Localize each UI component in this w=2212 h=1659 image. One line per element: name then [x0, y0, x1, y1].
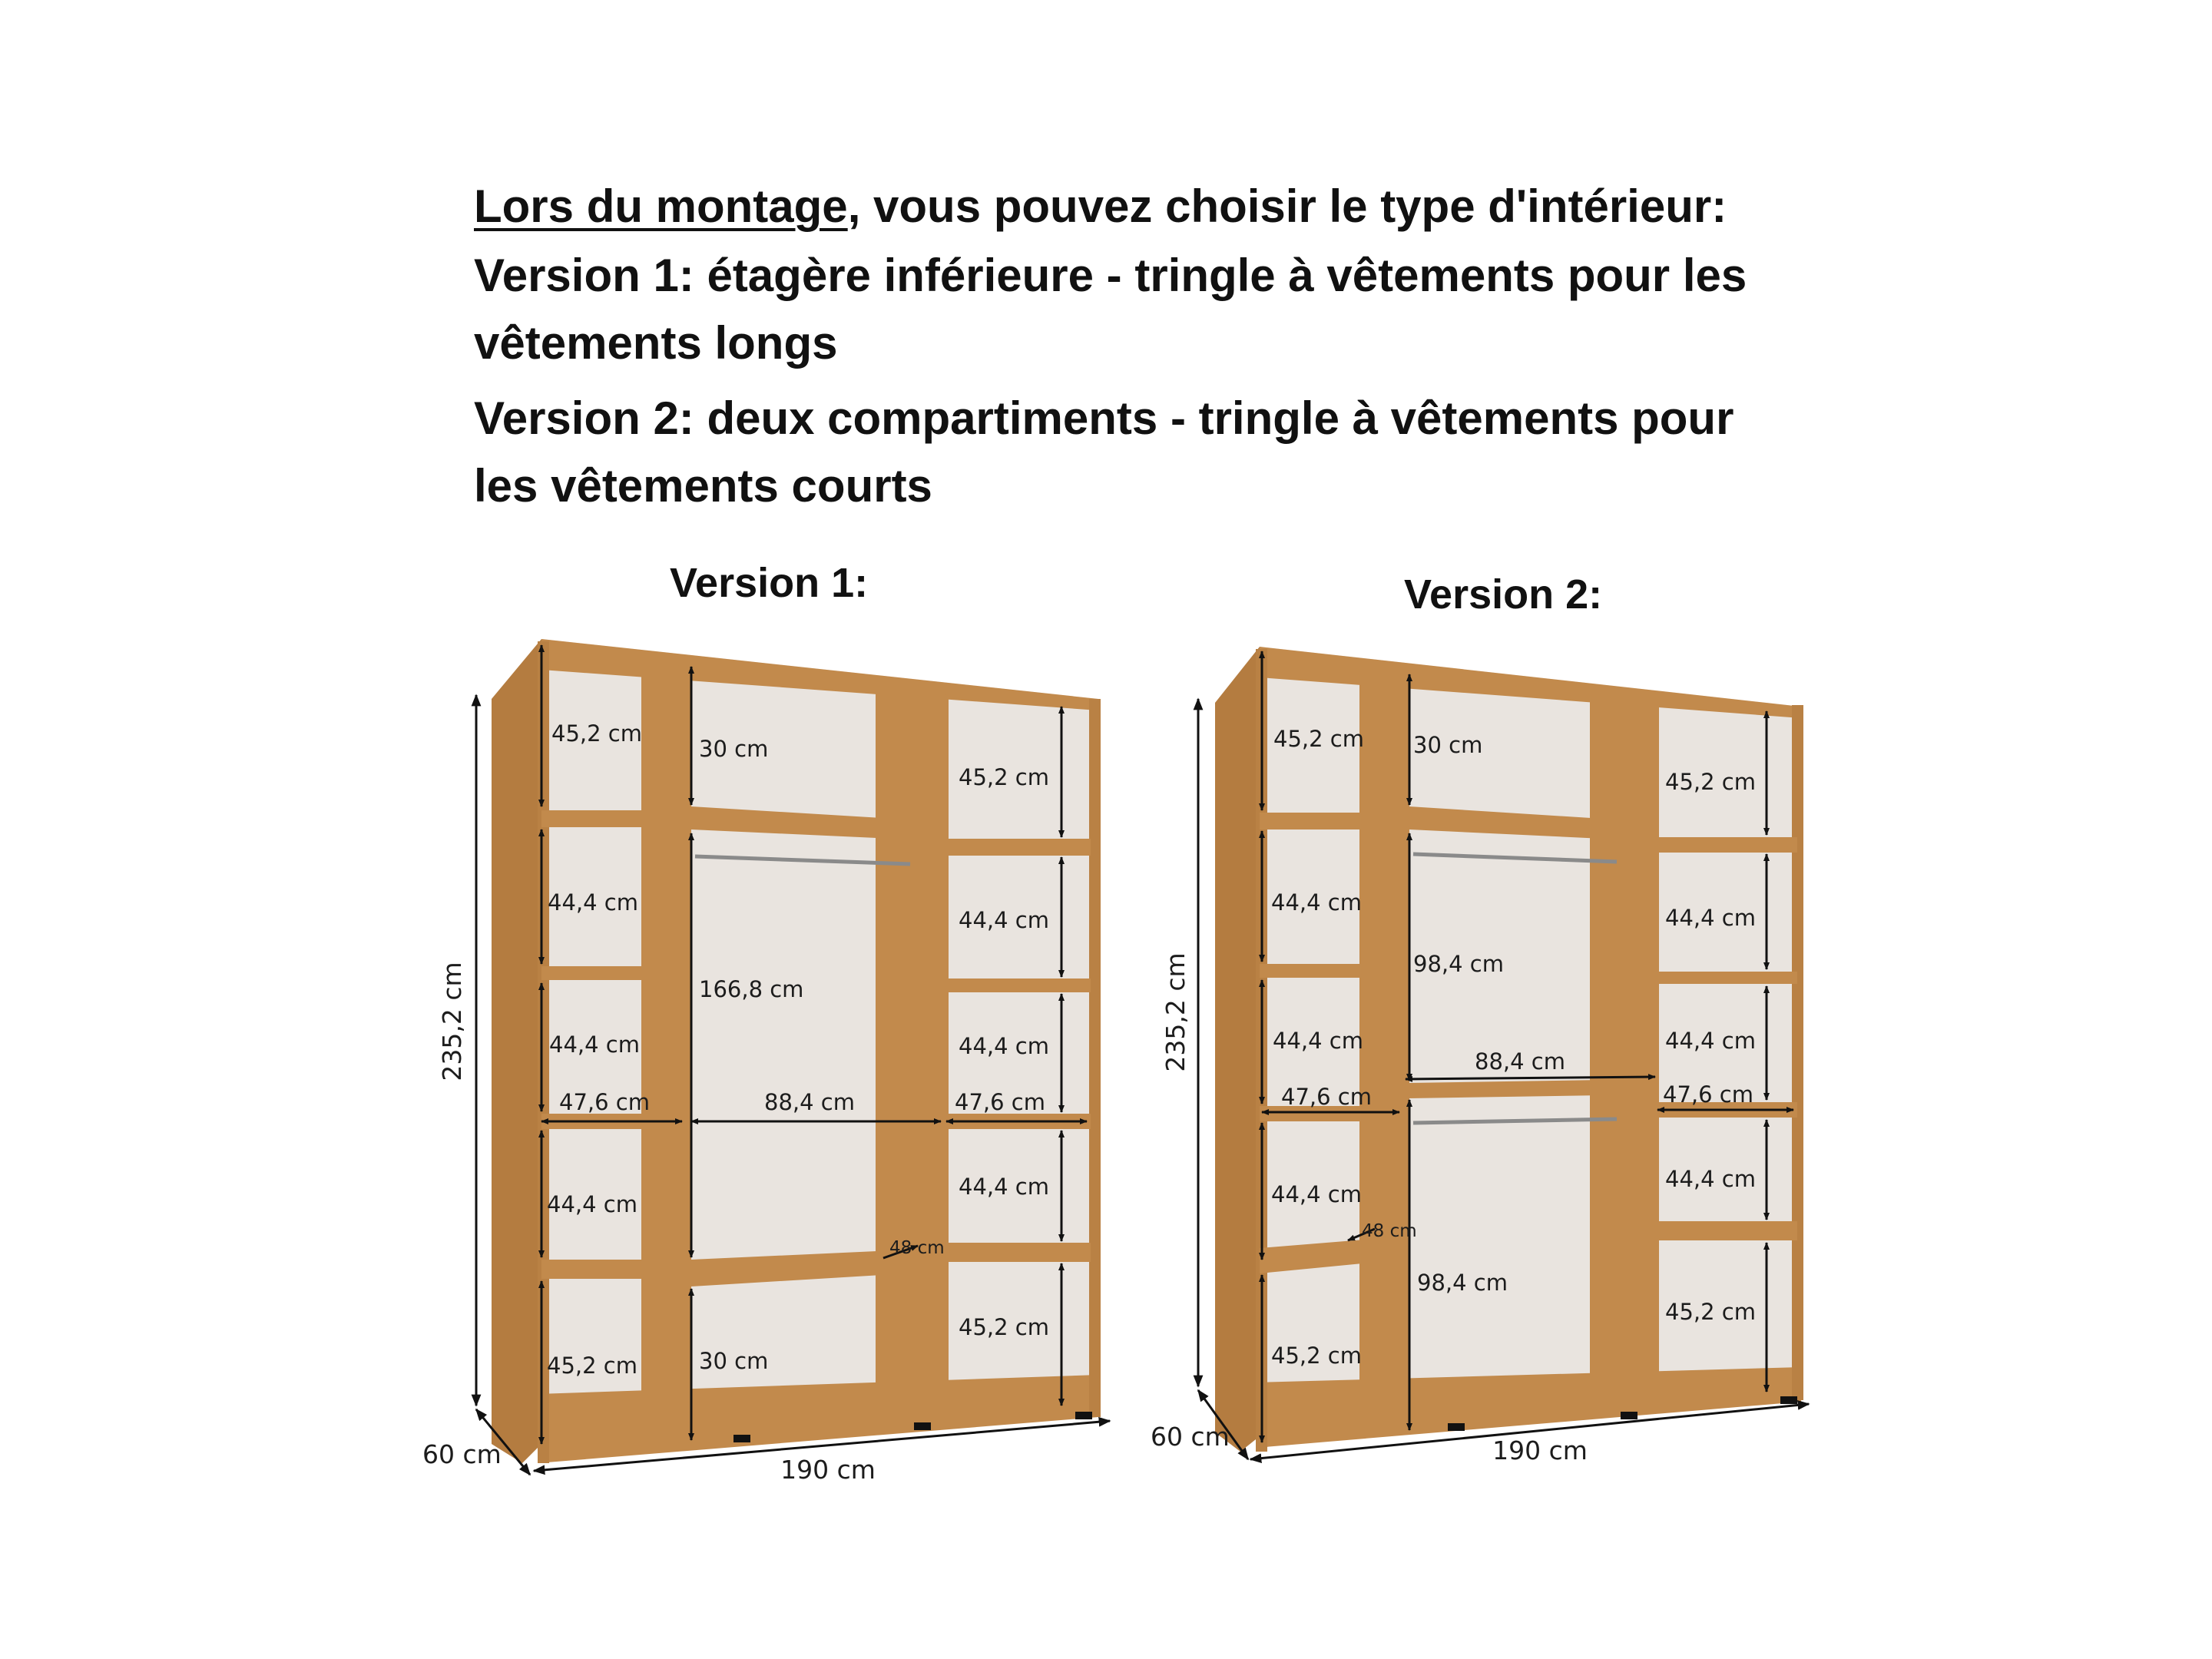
v2-divider-right — [1590, 691, 1659, 1402]
v2-foot — [1621, 1412, 1637, 1419]
version2-description-line1: Version 2: deux compartiments - tringle à vêtements pour — [474, 392, 1734, 444]
v2-mid-width-label: 88,4 cm — [1475, 1048, 1565, 1075]
v2-left-4-label: 44,4 cm — [1271, 1181, 1362, 1207]
v2-mid-top-label: 30 cm — [1413, 732, 1483, 758]
v1-left-shelf — [541, 1260, 680, 1279]
v1-right-post — [1089, 699, 1101, 1417]
v1-divider-left — [641, 662, 691, 1448]
v2-foot — [1780, 1396, 1797, 1404]
v1-right-3-label: 44,4 cm — [959, 1033, 1049, 1059]
v2-height-label: 235,2 cm — [1161, 952, 1190, 1072]
v2-mid-hang-upper-label: 98,4 cm — [1413, 951, 1504, 977]
v1-depth-label: 60 cm — [422, 1439, 502, 1469]
v1-left-4-label: 44,4 cm — [547, 1191, 637, 1217]
v1-foot — [1075, 1412, 1092, 1419]
v1-mid-hang-label: 166,8 cm — [699, 976, 804, 1002]
v1-left-shelf — [541, 810, 680, 827]
v2-right-post — [1792, 705, 1803, 1400]
v2-right-2-label: 44,4 cm — [1665, 905, 1756, 931]
v2-right-shelf — [1659, 837, 1797, 853]
v1-mid-top-label: 30 cm — [699, 736, 769, 762]
v2-left-3-label: 44,4 cm — [1273, 1028, 1363, 1054]
v1-left-2-label: 44,4 cm — [548, 889, 638, 916]
v1-width-label: 190 cm — [780, 1455, 876, 1485]
intro-heading-underlined: Lors du montage — [474, 180, 848, 232]
v1-right-width-label: 47,6 cm — [955, 1089, 1045, 1115]
v2-left-shelf — [1260, 813, 1398, 830]
v1-left-shelf — [541, 966, 680, 980]
v1-height-label: 235,2 cm — [437, 962, 467, 1081]
v2-foot — [1448, 1423, 1465, 1431]
v2-divider-left — [1359, 668, 1409, 1436]
v2-right-3-label: 44,4 cm — [1665, 1028, 1756, 1054]
v1-right-4-label: 44,4 cm — [959, 1174, 1049, 1200]
version1-description-line2: vêtements longs — [474, 317, 838, 369]
v1-left-3-label: 44,4 cm — [549, 1031, 640, 1058]
v2-right-top-label: 45,2 cm — [1665, 769, 1756, 795]
v1-mid-bottom-label: 30 cm — [699, 1348, 769, 1374]
v1-left-top-label: 45,2 cm — [551, 720, 642, 747]
v1-right-shelf — [949, 839, 1091, 856]
v1-foot — [733, 1435, 750, 1442]
version1-title: Version 1: — [670, 560, 869, 606]
v1-left-post — [538, 641, 549, 1463]
v1-foot — [914, 1422, 931, 1430]
v2-left-width-label: 47,6 cm — [1281, 1084, 1372, 1110]
v2-shelf-depth-label: 48 cm — [1362, 1221, 1417, 1241]
version2-description-line2: les vêtements courts — [474, 460, 932, 512]
v1-right-shelf — [949, 1243, 1091, 1262]
version2-title: Version 2: — [1404, 571, 1603, 618]
v2-right-4-label: 44,4 cm — [1665, 1166, 1756, 1192]
v1-mid-width-label: 88,4 cm — [764, 1089, 855, 1115]
v1-right-shelf — [949, 979, 1091, 992]
v2-depth-label: 60 cm — [1151, 1422, 1230, 1452]
v2-left-2-label: 44,4 cm — [1271, 889, 1362, 916]
v2-left-bottom-label: 45,2 cm — [1271, 1343, 1362, 1369]
v1-right-top-label: 45,2 cm — [959, 764, 1049, 790]
v1-side-panel — [492, 639, 541, 1463]
v1-divider-right — [876, 687, 949, 1409]
v2-right-width-label: 47,6 cm — [1663, 1081, 1753, 1108]
v1-shelf-depth-label: 48 cm — [889, 1238, 945, 1258]
v1-right-2-label: 44,4 cm — [959, 907, 1049, 933]
version1-description-line1: Version 1: étagère inférieure - tringle à vêtements pour les — [474, 250, 1747, 301]
v2-mid-hang-lower-label: 98,4 cm — [1417, 1270, 1508, 1296]
v2-right-bottom-label: 45,2 cm — [1665, 1299, 1756, 1325]
v1-right-bottom-label: 45,2 cm — [959, 1314, 1049, 1340]
v2-left-shelf — [1260, 964, 1398, 978]
v1-left-width-label: 47,6 cm — [559, 1089, 650, 1115]
v2-right-shelf — [1659, 972, 1797, 984]
intro-heading-rest: , vous pouvez choisir le type d'intérieur: — [847, 180, 1727, 232]
v2-side-panel — [1215, 647, 1260, 1452]
v1-left-bottom-label: 45,2 cm — [547, 1353, 637, 1379]
v2-left-top-label: 45,2 cm — [1273, 726, 1364, 752]
v2-right-shelf — [1659, 1221, 1797, 1240]
v2-width-label: 190 cm — [1492, 1435, 1588, 1465]
